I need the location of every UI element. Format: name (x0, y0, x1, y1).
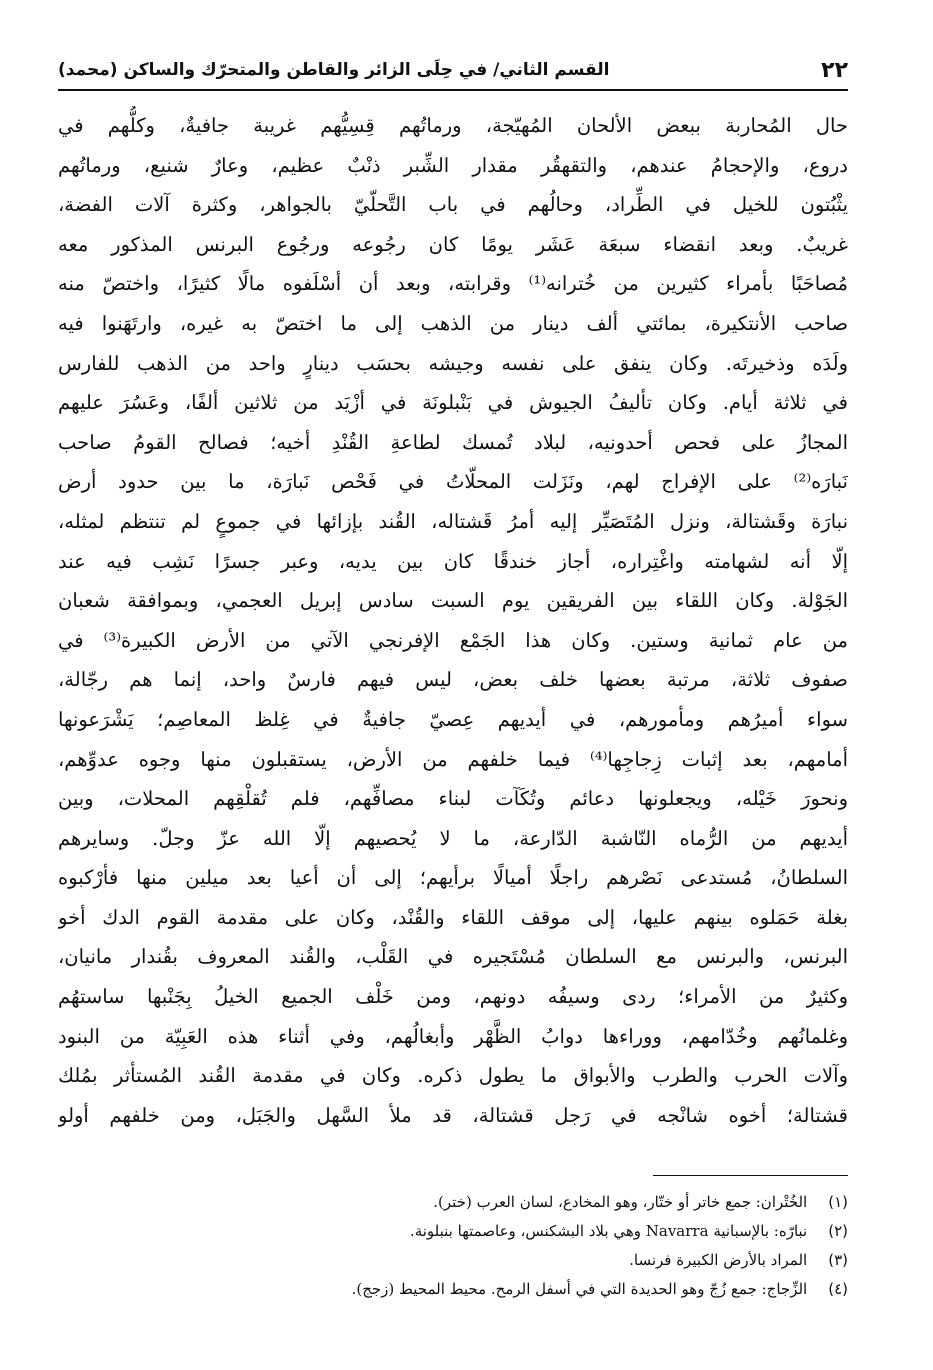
text-line: المجازُ على فحص أحدونيه، لبلاد تُمسك لطاعةِ القُنْدِ أخيه؛ فصالح القومُ صاحب (58, 430, 848, 454)
text-line: نَبارَه⁽²⁾ على الإفراج لهم، ونَزَلت المحلّاتُ في فَحْص نَبارَة، ما بين حدود أرض (58, 470, 848, 494)
text-line: أمامهم، بعد إثبات زِجاجِها⁽⁴⁾ فيما خلفهم من الأرض، يستقبلون منها وجوه عدوِّهم، (58, 747, 848, 771)
footnote-number: (٣) (828, 1251, 848, 1269)
text-line: نبارَة وقَشتالة، ونزل المُتَصَيِّر إليه أمرُ قَشتاله، القُند بإزائها في جموعٍ لم تنتظم لمثله، (58, 509, 848, 533)
footnote-2 (58, 1217, 848, 1246)
footnote-number: (٤) (828, 1280, 848, 1298)
footnote-text: الزِّجاج: جمع زُجّ وهو الحديدة التي في أسفل الرمح. محيط المحيط (زجج). (351, 1280, 808, 1298)
body-text (58, 106, 848, 1135)
footnote-text: نبارّه: بالإسبانية Navarra وهي بلاد البشكنس، وعاصمتها بنبلونة. (409, 1222, 808, 1240)
text-line: وغلمانُهم وخُدّامهم، ووراءها دوابُ الظَّهْر وأبغالُهم، وفي أثناء هذه العَبِيّة من البنود (58, 1024, 848, 1048)
footnote-4 (58, 1275, 848, 1304)
footnote-number: (١) (828, 1193, 848, 1211)
footnote-text: الخُتْران: جمع خاتر أو ختّار، وهو المخادع، لسان العرب (ختر). (433, 1193, 808, 1211)
text-line: الجَوْلة. وكان اللقاء بين الفريقين يوم السبت سادس إبريل العجمي، وبموافقة شعبان (58, 589, 848, 613)
text-line: صفوف ثلاثة، مرتبة بعضها خلف بعض، ليس فيهم فارسٌ واحد، إنما هم رجّالة، (58, 668, 848, 692)
text-line: البرنس، والبرنس مع السلطان مُسْتَجيره في القَلْب، والقُند المعروف بقُندار مانيان، (58, 945, 848, 969)
footnotes (58, 1188, 848, 1304)
text-line: السلطانُ، مُستدعى نَصْرهم راجلًا أميالًا برأيهم؛ إلى أن أعيا بعد ميلين منها فأرْكبوه (58, 866, 848, 890)
text-line: ولَدَه وذخيرتَه. وكان ينفق على نفسه وجيشه بحسَب دينارٍ واحد من الذهب للفارس (58, 351, 848, 375)
page-header (58, 55, 848, 85)
text-line: أيديهم من الرُّماه النّاشبة الدّارعة، ما لا يُحصيهم إلّا الله عزّ وجلّ. وسايرهم (58, 826, 848, 850)
text-line: حال المُحاربة ببعض الألحان المُهيّجة، ورماتُهم قِسِيُّهم غريبة جافيةٌ، وكلُّهم في (58, 114, 848, 137)
text-line: قشتالة؛ أخوه شانْجه في رَجل قشتالة، قد ملأ السَّهل والجَبَل، ومن خلفهم أولو (58, 1103, 848, 1127)
text-line: يثْبُتون للخيل في الطِّراد، وحالُهم في باب التَّحلّيّ بالجواهر، وكثرة آلات الفضة، (58, 193, 848, 217)
header-rule (58, 89, 848, 91)
footnote-text: المراد بالأرض الكبيرة فرنسا. (629, 1251, 808, 1269)
text-line: في ثلاثة أيام. وكان تأليفُ الجيوش في بَنْبلونَة في أزْيَد من ثلاثين ألفًا، وعَسُرَ عليهم (58, 391, 848, 415)
text-line: صاحب الأنتكيرة، بمائتي ألف دينار من الذهب إلى ما اختصّ به غيره، وارتَهَنوا فيه (58, 311, 848, 335)
text-line: سواء أميرُهم ومأمورهم، في أيديهم عِصيّ جافيةٌ في غِلظ المعاصِم؛ يَشْرَعونها (58, 707, 848, 731)
footnote-rule (653, 1175, 848, 1176)
text-line: غريبٌ. وبعد انقضاء سبعَة عَشَر يومًا كان رجُوعه ورجُوع البرنس المذكور معه (58, 232, 848, 256)
page-number: ٢٢ (821, 57, 848, 83)
footnote-number: (٢) (828, 1222, 848, 1240)
text-line: وكثيرٌ من الأمراء؛ ردى وسيفُه دونهم، ومن خَلْف الجميع الخيلُ بِجَنْبها ساستهُم (58, 985, 848, 1009)
footnote-3 (58, 1246, 848, 1275)
text-line: بغلة حَمَلوه بينهم عليها، إلى موقف اللقاء والقُنْد، وكان على مقدمة القوم الدك أخو (58, 905, 848, 929)
text-line: وآلات الحرب والطرب والأبواق ما يطول ذكره. وكان في مقدمة القُند المُستأثر بمُلك (58, 1064, 848, 1088)
footnote-1 (58, 1188, 848, 1217)
running-title: القسم الثاني/ في حِلَى الزائر والقاطن والمتحرّك والساكن (محمد) (58, 60, 610, 80)
text-line: إلّا أنه لشهامته واغْتِراره، أجاز خندقًا كان بين يديه، وعبر جسرًا نَشِب فيه عند (58, 549, 848, 573)
text-line: من عام ثمانية وستين. وكان هذا الجَمْع الإفرنجي الآتي من الأرض الكبيرة⁽³⁾ في (58, 628, 848, 652)
text-line: ونحورَ خَيْله، ويجعلونها دعائم وتُكَآت لبناء مصافِّهم، فلم تُقلْقِهم المحلات، وبين (58, 787, 848, 811)
text-line: مُصاحَبًا بأمراء كثيرين من خُترانه⁽¹⁾ وقرابته، وبعد أن أسْلَفوه مالًا كثيرًا، واختصّ منه (58, 272, 848, 296)
text-line: دروع، والإحجامُ عندهم، والتقهقُر مقدار الشِّبر ذنْبٌ عظيم، وعارٌ شنيع، ورماتُهم (58, 153, 848, 177)
